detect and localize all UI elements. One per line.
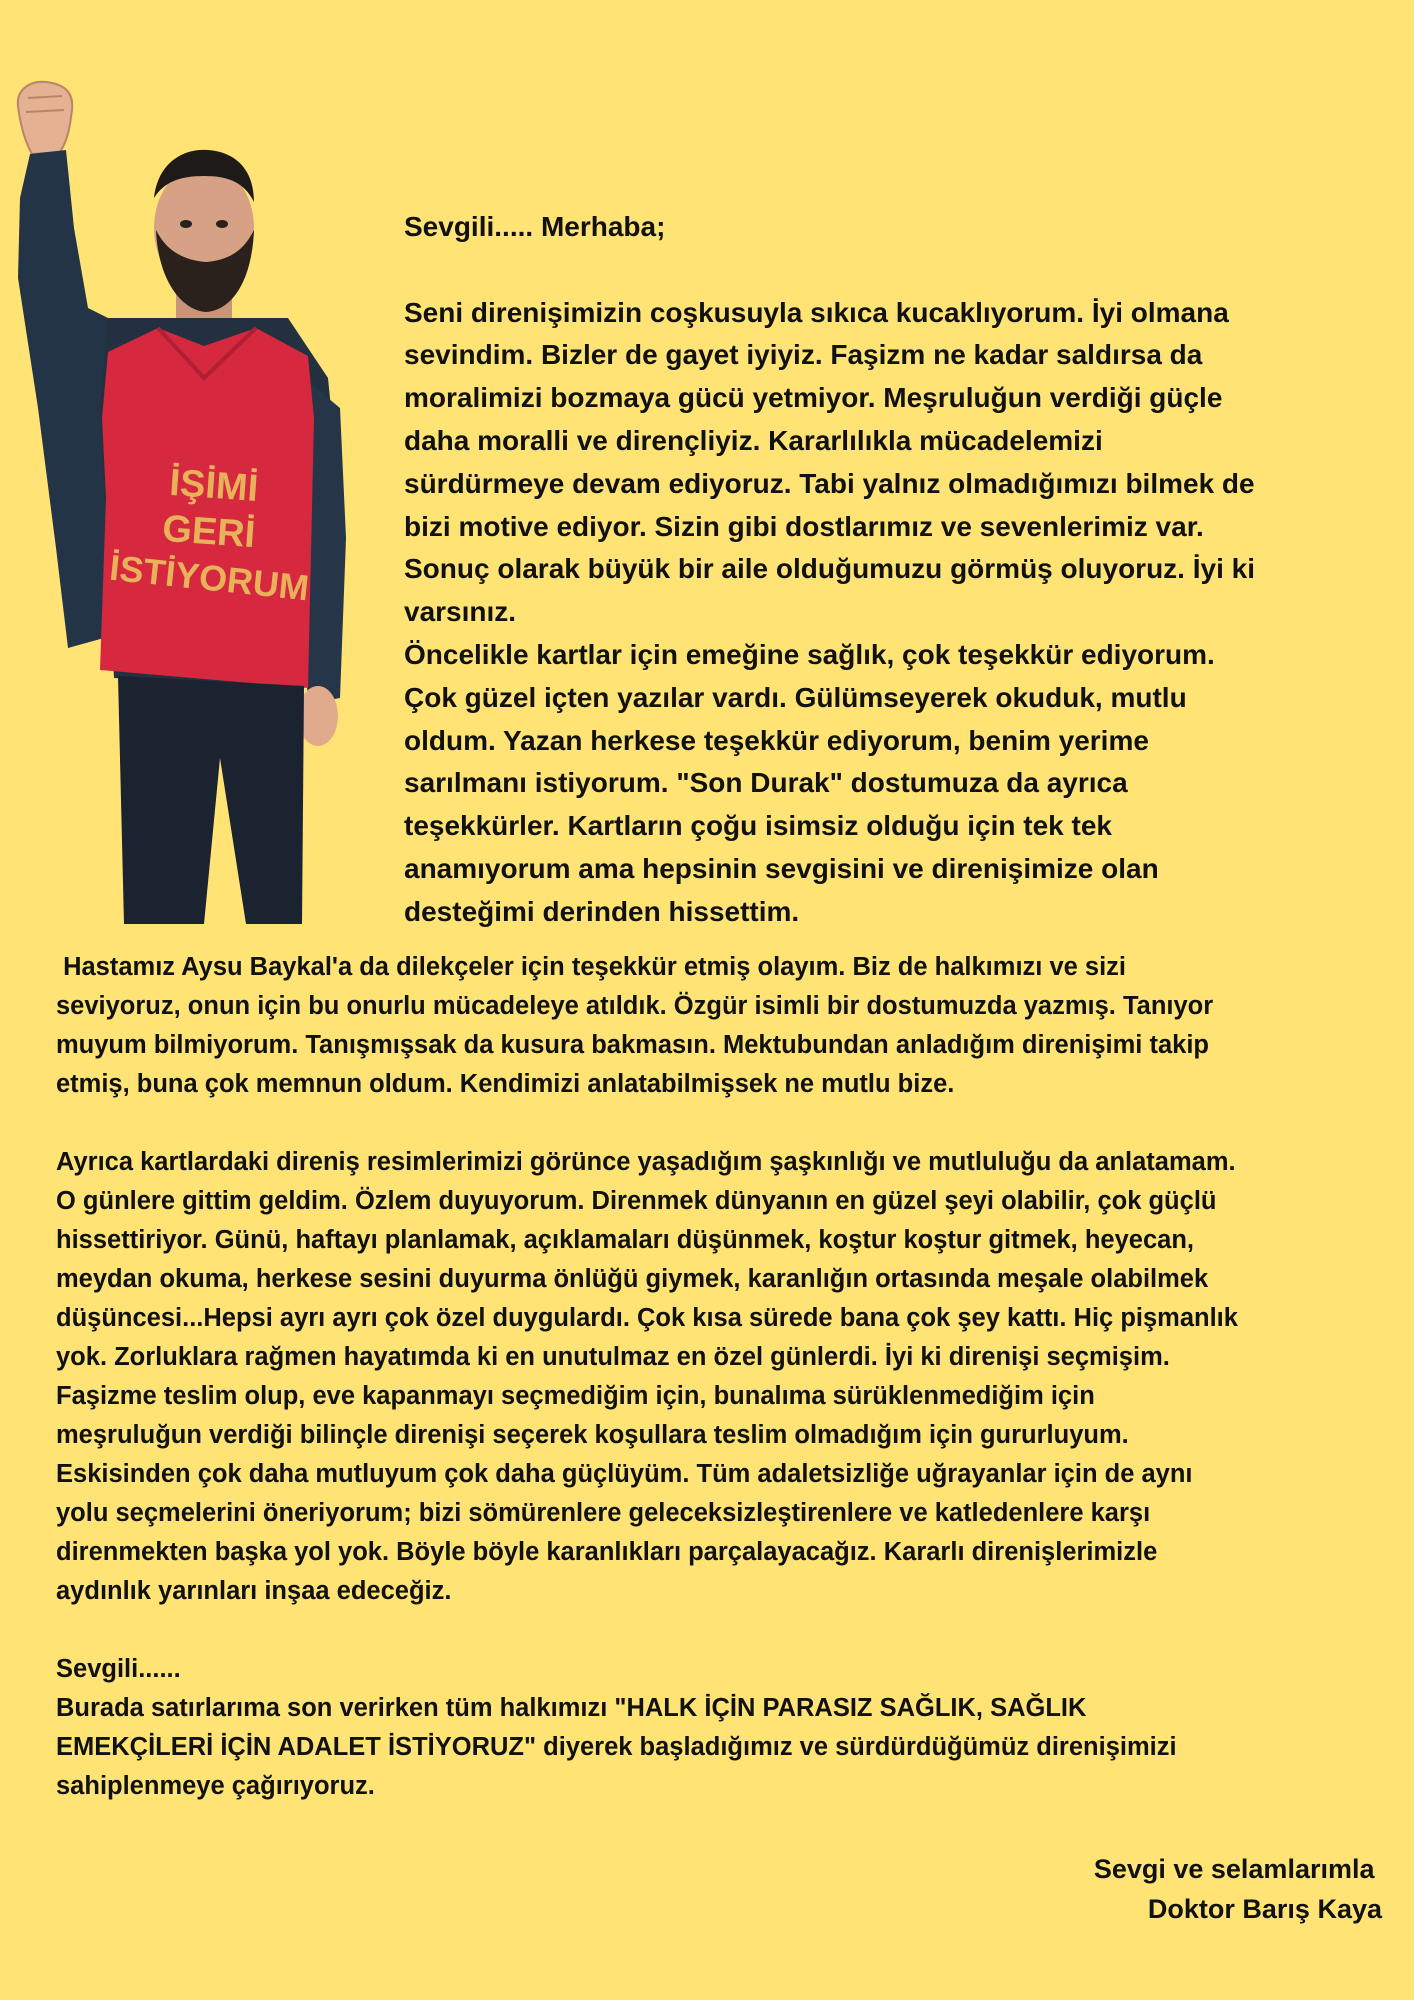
paragraph-1-line: Çok güzel içten yazılar vardı. Gülümseyerek okuduk, mutlu: [404, 681, 1187, 713]
paragraph-3-line: O günlere gittim geldim. Özlem duyuyorum. Direnmek dünyanın en güzel şeyi olabilir, çok güçlü: [56, 1187, 1217, 1215]
paragraph-1-line: varsınız.: [404, 596, 517, 628]
paragraph-3-line: aydınlık yarınları inşaa edeceğiz.: [56, 1577, 452, 1605]
paragraph-1-line: daha moralli ve dirençliyiz. Kararlılıkla mücadelemizi: [404, 424, 1103, 456]
jeans: [118, 676, 304, 924]
paragraph-3-line: Eskisinden çok daha mutluyum çok daha güçlüyüm. Tüm adaletsizliğe uğrayanlar için de aynı: [56, 1460, 1193, 1488]
spacer: [404, 249, 1364, 292]
paragraph-1-line: Sonuç olarak büyük bir aile olduğumuzu görmüş oluyoruz. İyi ki: [404, 553, 1256, 585]
paragraph-4-line: EMEKÇİLERİ İÇİN ADALET İSTİYORUZ" diyerek başladığımız ve sürdürdüğümüz direnişimizi: [56, 1733, 1177, 1761]
paragraph-1-line: Seni direnişimizin coşkusuyla sıkıca kucaklıyorum. İyi olmana: [404, 296, 1229, 328]
spacer: [56, 1104, 1386, 1143]
paragraph-1-line: Öncelikle kartlar için emeğine sağlık, çok teşekkür ediyorum.: [404, 638, 1215, 670]
protester-photo: [8, 78, 348, 924]
sign-off: Sevgi ve selamlarımla: [1093, 1854, 1382, 1884]
paragraph-1-line: anamıyorum ama hepsinin sevgisini ve direnişimize olan: [404, 852, 1159, 884]
letter-opening: [404, 206, 1364, 934]
paragraph-1-line: sarılmanı istiyorum. "Son Durak" dostumuza da ayrıca: [404, 767, 1128, 799]
closing-greeting: Sevgili......: [56, 1655, 181, 1683]
paragraph-2-line: seviyoruz, onun için bu onurlu mücadeleye atıldık. Özgür isimli bir dostumuzda yazmış. Tanıyor: [56, 992, 1214, 1020]
paragraph-1-line: sürdürmeye devam ediyoruz. Tabi yalnız olmadığımızı bilmek de: [404, 467, 1255, 499]
signature-name: Doktor Barış Kaya: [1147, 1894, 1382, 1924]
protester-illustration: [8, 78, 348, 924]
paragraph-3-line: direnmekten başka yol yok. Böyle böyle karanlıkları parçalayacağız. Kararlı direnişlerimizle: [56, 1538, 1158, 1566]
paragraph-2-line: Hastamız Aysu Baykal'a da dilekçeler için teşekkür etmiş olayım. Biz de halkımızı ve sizi: [56, 953, 1126, 981]
paragraph-3-line: yolu seçmelerini öneriyorum; bizi sömürenlere geleceksizleştirenlere ve katledenlere karşı: [56, 1499, 1151, 1527]
paragraph-3-line: düşüncesi...Hepsi ayrı ayrı çok özel duygulardı. Çok kısa sürede bana çok şey kattı. Hiç pişmanlık: [56, 1304, 1238, 1332]
paragraph-1-line: bizi motive ediyor. Sizin gibi dostlarımız ve sevenlerimiz var.: [404, 510, 1204, 542]
paragraph-3-line: hissettiriyor. Günü, haftayı planlamak, açıklamaları düşünmek, koştur koştur gitmek, heyecan,: [56, 1226, 1194, 1254]
vest-text-line-3: İSTİYORUM: [107, 546, 311, 609]
paragraph-4-line: Burada satırlarıma son verirken tüm halkımızı "HALK İÇİN PARASIZ SAĞLIK, SAĞLIK: [56, 1694, 1087, 1722]
paragraph-3-line: Ayrıca kartlardaki direniş resimlerimizi görünce yaşadığım şaşkınlığı ve mutluluğu da anlatamam.: [56, 1148, 1236, 1176]
paragraph-3-line: yok. Zorluklara rağmen hayatımda ki en unutulmaz en özel günlerdi. İyi ki direnişi seçmişim.: [56, 1343, 1170, 1371]
paragraph-4-line: sahiplenmeye çağırıyoruz.: [56, 1772, 375, 1800]
vest-text-line-1: İŞİMİ: [168, 461, 260, 511]
paragraph-3-line: Faşizme teslim olup, eve kapanmayı seçmediğim için, bunalıma sürüklenmediğim için: [56, 1382, 1095, 1410]
paragraph-2-line: muyum bilmiyorum. Tanışmışsak da kusura bakmasın. Mektubundan anladığım direnişimi takip: [56, 1031, 1209, 1059]
raised-fist: [18, 82, 72, 154]
signature-block: [1094, 1849, 1382, 1929]
paragraph-1-line: moralimizi bozmaya gücü yetmiyor. Meşruluğun verdiği güçle: [404, 382, 1223, 414]
paragraph-1-line: oldum. Yazan herkese teşekkür ediyorum, benim yerime: [404, 724, 1149, 756]
paragraph-1-line: teşekkürler. Kartların çoğu isimsiz olduğu için tek tek: [404, 810, 1112, 842]
red-vest: [100, 328, 314, 688]
paragraph-3-line: meydan okuma, herkese sesini duyurma önlüğü giymek, karanlığın ortasında meşale olabilmek: [56, 1265, 1209, 1293]
paragraph-1-line: desteğimi derinden hissettim.: [404, 895, 800, 927]
greeting: Sevgili..... Merhaba;: [404, 211, 666, 242]
letter-body: [56, 948, 1386, 1806]
paragraph-3-line: meşruluğun verdiği bilinçle direnişi seçerek koşullara teslim olmadığım için gururluyum.: [56, 1421, 1129, 1449]
paragraph-2-line: etmiş, buna çok memnun oldum. Kendimizi anlatabilmişsek ne mutlu bize.: [56, 1070, 955, 1098]
vest-text-line-2: GERİ: [161, 507, 257, 557]
paragraph-1-line: sevindim. Bizler de gayet iyiyiz. Faşizm ne kadar saldırsa da: [404, 339, 1203, 371]
spacer: [56, 1611, 1386, 1650]
